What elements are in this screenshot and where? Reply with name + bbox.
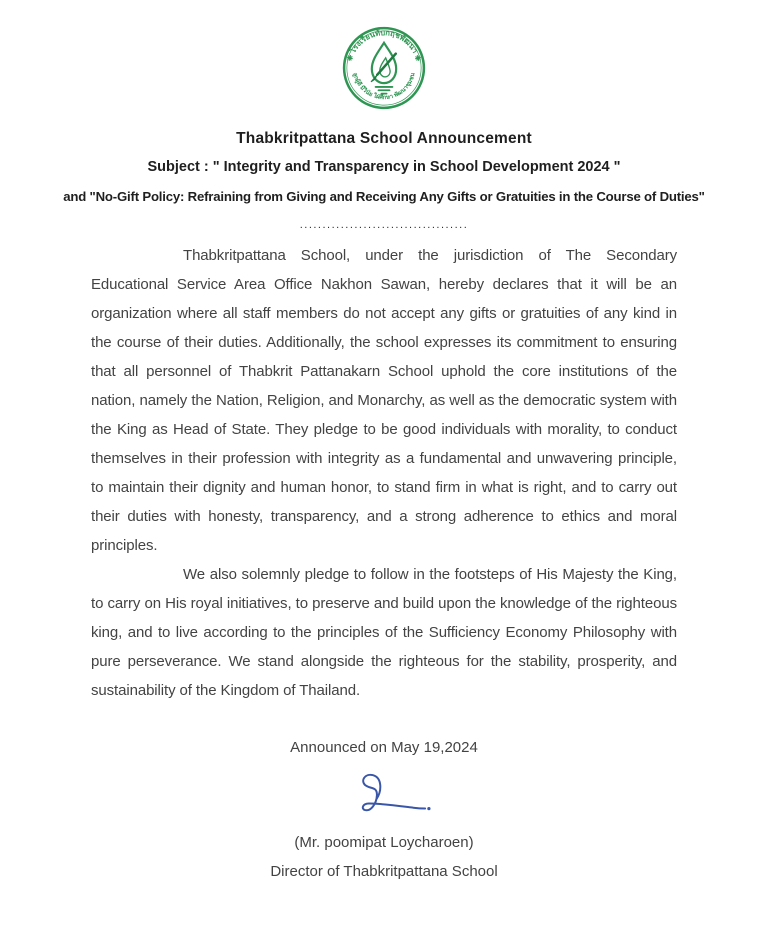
logo-bottom-text: ลูกผู้ดี มีวินัย ใฝ่ศึกษา พัฒนาชุมชน [351,72,417,102]
paragraph-2: We also solemnly pledge to follow in the footsteps of His Majesty the King, to carry on His royal initiatives, to preserve and build upon the knowledge of the righteous king, and to live according to the principles of the Sufficiency Economy Philosophy with pure perseverance. We stand alongside the righteous for the stability, prosperity, and sustainability of the Kingdom of Thailand. [91,566,677,699]
pen-icon [377,54,395,75]
school-emblem-icon [342,26,426,110]
signer-name: (Mr. poomipat Loycharoen) [294,834,474,851]
paragraph-1: Thabkritpattana School, under the jurisdiction of The Secondary Educational Service Area Office Nakhon Sawan, hereby declares that it will be an organization where all staff members do not accept any gifts or gratuities of any kind in the course of their duties. Additionally, the school expresses its commitment to ensuring that all personnel of Thabkrit Pattanakarn School uphold the core institutions of the nation, namely the Nation, Religion, and Monarchy, as well as the democratic system with the King as Head of State. They pledge to be good individuals with morality, to conduct themselves in their profession with integrity as a fundamental and unwavering principle, to maintain their dignity and human honor, to stand firm in what is right, and to carry out their duties with honesty, transparency, and a strong adherence to ethics and moral principles. [91,247,677,554]
logo-top-text: ❋ โรงเรียนทับกฤชพัฒนา ❋ [344,28,424,63]
signature-container [0,768,768,820]
dotted-separator: ..................................... [299,219,469,231]
svg-text:❋ โรงเรียนทับกฤชพัฒนา ❋ [345,28,423,63]
page-title: Thabkritpattana School Announcement [236,130,532,147]
logo-container [0,0,768,110]
announced-date: Announced on May 19,2024 [290,739,478,756]
signer-title: Director of Thabkritpattana School [270,863,498,880]
header-block [0,124,768,211]
subject-line: Subject : " Integrity and Transparency in School Development 2024 " [147,159,621,175]
signature-icon [321,768,447,820]
policy-line: and "No-Gift Policy: Refraining from Giving and Receiving Any Gifts or Gratuities in the Course of Duties" [63,189,705,204]
announcement-body [91,241,677,705]
